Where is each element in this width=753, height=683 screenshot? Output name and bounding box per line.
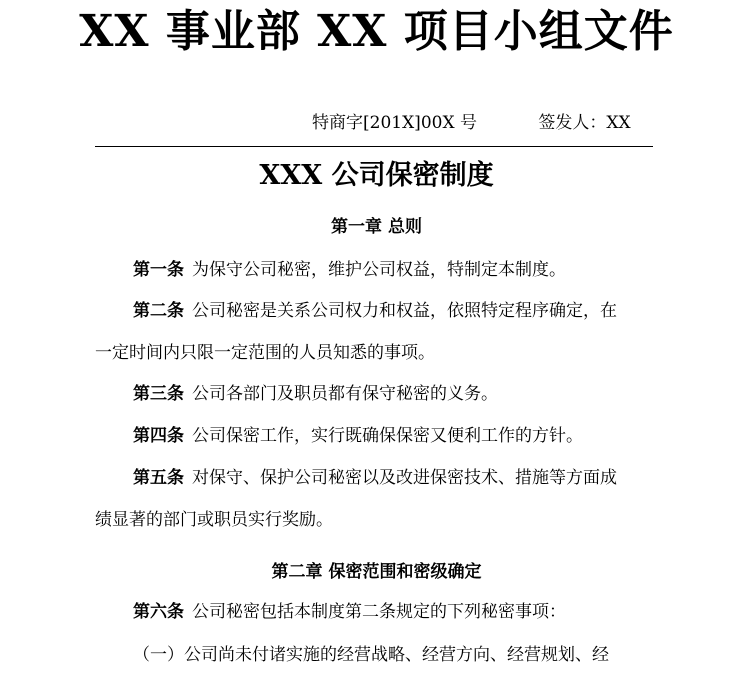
article-text: 公司各部门及职员都有保守秘密的义务。 <box>192 384 498 404</box>
chapter-heading: 第二章 保密范围和密级确定 <box>271 562 482 582</box>
header-title: XX 事业部 XX 项目小组文件 <box>79 6 674 57</box>
header-divider <box>95 146 653 147</box>
list-item: （一）公司尚未付诸实施的经营战略、经营方向、经营规划、经 <box>133 645 609 665</box>
article-continuation: 绩显著的部门或职员实行奖励。 <box>95 510 333 530</box>
article-label: 第六条 <box>133 602 184 622</box>
document-number: 特商字[201X]00X 号 <box>312 113 477 133</box>
document-title: XXX 公司保密制度 <box>259 160 494 191</box>
article-label: 第五条 <box>133 468 184 488</box>
article-text: 公司保密工作，实行既确保保密又便利工作的方针。 <box>192 426 583 446</box>
article-label: 第三条 <box>133 384 184 404</box>
document-meta <box>312 111 631 135</box>
article-label: 第一条 <box>133 260 184 280</box>
article-continuation: 一定时间内只限一定范围的人员知悉的事项。 <box>95 343 435 363</box>
article-paragraph <box>133 382 498 406</box>
chapter-heading: 第一章 总则 <box>331 217 422 237</box>
signer: 签发人：XX <box>538 113 631 133</box>
article-paragraph <box>133 299 617 323</box>
article-text: 对保守、保护公司秘密以及改进保密技术、措施等方面成 <box>192 468 617 488</box>
article-paragraph <box>133 600 566 624</box>
article-label: 第二条 <box>133 301 184 321</box>
article-paragraph <box>133 258 566 282</box>
article-paragraph <box>133 424 583 448</box>
article-label: 第四条 <box>133 426 184 446</box>
article-text: 公司秘密是关系公司权力和权益，依照特定程序确定，在 <box>192 301 617 321</box>
article-text: 为保守公司秘密，维护公司权益，特制定本制度。 <box>192 260 566 280</box>
article-text: 公司秘密包括本制度第二条规定的下列秘密事项： <box>192 602 566 622</box>
article-paragraph <box>133 466 617 490</box>
